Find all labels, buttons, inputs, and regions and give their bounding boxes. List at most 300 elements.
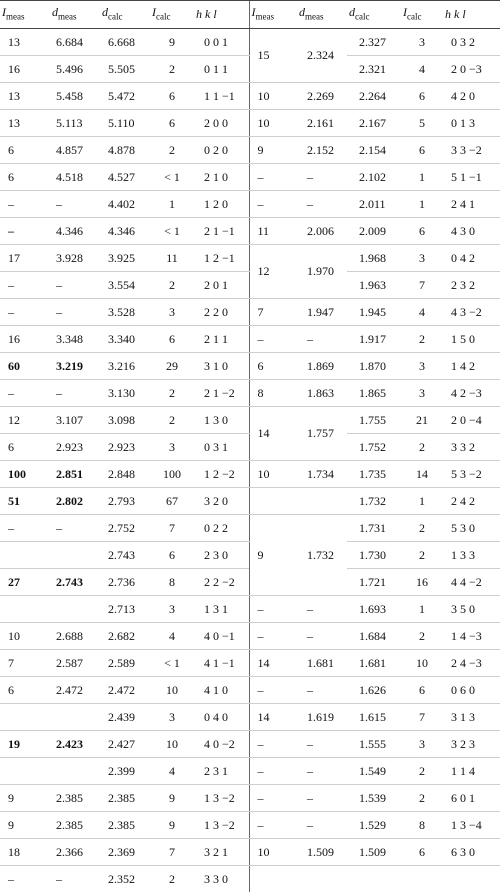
table-cell: 8 [150, 569, 194, 596]
table-cell: 29 [150, 353, 194, 380]
table-cell: 100 [150, 461, 194, 488]
table-cell: 2 [401, 515, 443, 542]
table-cell: – [249, 785, 297, 812]
table-cell: 1.870 [347, 353, 401, 380]
table-cell: 1.968 [347, 245, 401, 272]
table-cell: 1 5 0 [443, 326, 500, 353]
table-cell: – [249, 623, 297, 650]
table-cell: 2 [150, 407, 194, 434]
table-cell: 2.923 [50, 434, 100, 461]
table-cell: 6 [249, 353, 297, 380]
table-cell: 1 3 1 [194, 596, 249, 623]
table-cell: 2 3 1 [194, 758, 249, 785]
table-row [0, 677, 500, 704]
table-cell: 2.366 [50, 839, 100, 866]
table-cell: 2 [401, 542, 443, 569]
table-cell: 0 6 0 [443, 677, 500, 704]
table-cell: 1.721 [347, 569, 401, 596]
table-cell: 2.427 [100, 731, 150, 758]
table-cell: 3.098 [100, 407, 150, 434]
table-cell: 3.928 [50, 245, 100, 272]
table-cell: 6 [150, 110, 194, 137]
table-cell: 4 1 −1 [194, 650, 249, 677]
table-cell: 9 [249, 137, 297, 164]
table-cell: 4 2 0 [443, 83, 500, 110]
table-cell: – [297, 677, 347, 704]
table-cell: 1 1 4 [443, 758, 500, 785]
table-cell: 1.755 [347, 407, 401, 434]
table-cell: 5 1 −1 [443, 164, 500, 191]
table-cell: 2 0 0 [194, 110, 249, 137]
table-row [0, 299, 500, 326]
table-cell: 2.167 [347, 110, 401, 137]
table-row [0, 758, 500, 785]
table-cell: 10 [249, 461, 297, 488]
table-row [0, 83, 500, 110]
table-cell: 1.732 [347, 488, 401, 515]
table-cell: 3.554 [100, 272, 150, 299]
table-cell [50, 704, 100, 731]
table-cell: 3 [150, 596, 194, 623]
table-cell: 1.732 [297, 515, 347, 596]
table-cell: – [50, 272, 100, 299]
table-cell: 10 [249, 110, 297, 137]
table-cell: 16 [0, 56, 50, 83]
table-cell: – [0, 218, 50, 245]
table-cell: 4 3 −2 [443, 299, 500, 326]
table-cell: 5.472 [100, 83, 150, 110]
table-cell: 0 2 2 [194, 515, 249, 542]
table-cell: 13 [0, 110, 50, 137]
table-cell: 2.011 [347, 191, 401, 218]
table-cell: 9 [150, 785, 194, 812]
table-cell: 10 [0, 623, 50, 650]
table-cell: 2 2 0 [194, 299, 249, 326]
table-cell: 3 3 −2 [443, 137, 500, 164]
table-cell [0, 758, 50, 785]
table-cell: 2.587 [50, 650, 100, 677]
table-cell: 4.346 [50, 218, 100, 245]
table-cell: 7 [150, 839, 194, 866]
col-header-d-meas: $d_{meas}$ [50, 1, 100, 29]
table-cell: 2.682 [100, 623, 150, 650]
table-cell: 0 1 1 [194, 56, 249, 83]
table-cell: 8 [401, 812, 443, 839]
table-cell: 4 [150, 758, 194, 785]
table-cell [0, 542, 50, 569]
table-cell: < 1 [150, 650, 194, 677]
table-row [0, 218, 500, 245]
table-cell: 2.802 [50, 488, 100, 515]
table-cell: 12 [249, 245, 297, 299]
table-cell: 4.878 [100, 137, 150, 164]
table-cell: 1 3 −4 [443, 812, 500, 839]
table-cell: 3 5 0 [443, 596, 500, 623]
table-cell: 1 3 3 [443, 542, 500, 569]
table-row [0, 650, 500, 677]
table-cell: 2.269 [297, 83, 347, 110]
table-cell: 1 3 −2 [194, 812, 249, 839]
table-cell: – [297, 164, 347, 191]
table-row [0, 704, 500, 731]
table-cell: 2 [401, 434, 443, 461]
table-cell: 1.731 [347, 515, 401, 542]
table-cell: 16 [0, 326, 50, 353]
table-cell: 1 [401, 191, 443, 218]
col-header-i-meas-2: $I_{meas}$ [249, 1, 297, 29]
table-row [0, 245, 500, 272]
table-cell: 0 2 0 [194, 137, 249, 164]
table-cell: 2.752 [100, 515, 150, 542]
table-cell: 2 4 2 [443, 488, 500, 515]
table-cell: 1.681 [297, 650, 347, 677]
table-cell: 2 [150, 380, 194, 407]
table-cell: 6 [150, 326, 194, 353]
table-cell: 14 [249, 650, 297, 677]
table-cell [443, 866, 500, 892]
table-cell: 1.681 [347, 650, 401, 677]
table-cell: 100 [0, 461, 50, 488]
table-cell: 1.619 [297, 704, 347, 731]
table-cell: 10 [249, 83, 297, 110]
table-cell: – [297, 812, 347, 839]
table-cell: 3.528 [100, 299, 150, 326]
table-cell [0, 704, 50, 731]
table-body [0, 29, 500, 892]
table-cell: 2.423 [50, 731, 100, 758]
table-row [0, 110, 500, 137]
table-cell: 1.963 [347, 272, 401, 299]
table-cell: 1 3 0 [194, 407, 249, 434]
table-cell: 3.107 [50, 407, 100, 434]
table-cell: 3 1 0 [194, 353, 249, 380]
table-cell: 18 [0, 839, 50, 866]
table-cell: 3 [401, 731, 443, 758]
table-cell: 2.264 [347, 83, 401, 110]
table-cell: 3.340 [100, 326, 150, 353]
table-cell: 2 1 −2 [194, 380, 249, 407]
table-cell: 6 0 1 [443, 785, 500, 812]
table-cell: 3.216 [100, 353, 150, 380]
table-cell: 4 3 0 [443, 218, 500, 245]
table-cell: 4.402 [100, 191, 150, 218]
table-cell: 19 [0, 731, 50, 758]
table-cell: 13 [0, 83, 50, 110]
table-cell: 5.496 [50, 56, 100, 83]
table-cell: – [249, 596, 297, 623]
table-cell: 2.161 [297, 110, 347, 137]
table-cell: 1 4 −3 [443, 623, 500, 650]
table-cell: 3 [150, 434, 194, 461]
table-cell: 1 4 2 [443, 353, 500, 380]
table-cell: 9 [0, 785, 50, 812]
table-cell: 2.589 [100, 650, 150, 677]
table-row [0, 785, 500, 812]
table-cell: 0 0 1 [194, 29, 249, 56]
table-cell: 1.735 [347, 461, 401, 488]
table-cell: 21 [401, 407, 443, 434]
table-cell: 3 [150, 299, 194, 326]
table-cell: 2.713 [100, 596, 150, 623]
table-row [0, 515, 500, 542]
table-cell: 3.925 [100, 245, 150, 272]
table-cell: 2.152 [297, 137, 347, 164]
table-cell: 67 [150, 488, 194, 515]
table-cell: 2.385 [50, 812, 100, 839]
table-row [0, 866, 500, 892]
table-cell: – [249, 677, 297, 704]
table-cell: 11 [249, 218, 297, 245]
table-cell: 2 0 1 [194, 272, 249, 299]
table-cell: 2.006 [297, 218, 347, 245]
table-cell: – [249, 326, 297, 353]
table-cell: 1.863 [297, 380, 347, 407]
table-cell: 5.110 [100, 110, 150, 137]
table-cell: 2.009 [347, 218, 401, 245]
table-cell: 3 1 3 [443, 704, 500, 731]
table-cell [347, 866, 401, 892]
table-cell: 3 [401, 245, 443, 272]
table-cell: 14 [401, 461, 443, 488]
table-cell: 7 [0, 650, 50, 677]
table-cell: 4.518 [50, 164, 100, 191]
table-cell: 1 [401, 488, 443, 515]
table-row [0, 137, 500, 164]
table-cell: 10 [150, 731, 194, 758]
table-row [0, 731, 500, 758]
table-cell: 1.947 [297, 299, 347, 326]
table-cell: 2 2 −2 [194, 569, 249, 596]
table-cell: 2.327 [347, 29, 401, 56]
table-cell: – [0, 866, 50, 892]
table-cell: 2.688 [50, 623, 100, 650]
table-cell: < 1 [150, 164, 194, 191]
table-cell: 9 [0, 812, 50, 839]
table-cell: 6 [0, 677, 50, 704]
table-cell: 1.509 [347, 839, 401, 866]
table-cell: 2.472 [100, 677, 150, 704]
table-cell: 8 [249, 380, 297, 407]
table-cell: – [297, 191, 347, 218]
table-cell: 6 [401, 218, 443, 245]
col-header-d-calc: $d_{calc}$ [100, 1, 150, 29]
table-cell: – [297, 623, 347, 650]
table-cell: 27 [0, 569, 50, 596]
table-cell: 3.348 [50, 326, 100, 353]
table-row [0, 623, 500, 650]
table-cell: 1 [401, 164, 443, 191]
table-row [0, 461, 500, 488]
table-cell: 1.945 [347, 299, 401, 326]
col-header-hkl: h k l [194, 1, 249, 29]
table-cell: 1 3 −2 [194, 785, 249, 812]
table-cell: – [50, 515, 100, 542]
table-cell: 2 [150, 137, 194, 164]
table-cell: 1.626 [347, 677, 401, 704]
table-cell: 1 2 0 [194, 191, 249, 218]
table-cell: 1.757 [297, 407, 347, 461]
table-cell: – [0, 515, 50, 542]
table-cell: – [297, 596, 347, 623]
table-cell: 0 3 2 [443, 29, 500, 56]
table-cell: 1.539 [347, 785, 401, 812]
table-cell: – [297, 785, 347, 812]
table-cell: 13 [0, 29, 50, 56]
table-cell: – [249, 812, 297, 839]
table-cell [249, 866, 297, 892]
table-row [0, 29, 500, 56]
table-cell: 1 2 −2 [194, 461, 249, 488]
table-cell: 1.555 [347, 731, 401, 758]
table-cell: 2 0 −3 [443, 56, 500, 83]
table-cell: 2.102 [347, 164, 401, 191]
table-cell [401, 866, 443, 892]
table-cell: 2.369 [100, 839, 150, 866]
table-cell: – [297, 731, 347, 758]
table-cell: 2 [150, 272, 194, 299]
table-cell: 3 [401, 29, 443, 56]
col-header-d-meas-2: $d_{meas}$ [297, 1, 347, 29]
table-cell: 2 1 0 [194, 164, 249, 191]
table-row [0, 488, 500, 515]
table-cell: 2.321 [347, 56, 401, 83]
table-cell: 3 2 0 [194, 488, 249, 515]
table-cell: 3 3 2 [443, 434, 500, 461]
table-cell: 2.154 [347, 137, 401, 164]
table-cell: 2.472 [50, 677, 100, 704]
table-cell: 4 [401, 56, 443, 83]
table-row [0, 326, 500, 353]
table-cell: – [50, 380, 100, 407]
table-cell: 2.324 [297, 29, 347, 83]
table-cell: 7 [150, 515, 194, 542]
table-cell: 3 2 1 [194, 839, 249, 866]
table-cell: 3 2 3 [443, 731, 500, 758]
table-row [0, 407, 500, 434]
table-cell: 7 [401, 272, 443, 299]
table-cell: 0 1 3 [443, 110, 500, 137]
table-cell: 0 4 2 [443, 245, 500, 272]
col-header-hkl-2: h k l [443, 1, 500, 29]
table-cell: 6 [0, 164, 50, 191]
table-cell: – [0, 272, 50, 299]
table-cell [249, 488, 297, 515]
table-cell: 7 [401, 704, 443, 731]
table-cell: 3 3 0 [194, 866, 249, 892]
table-cell: 4 0 −1 [194, 623, 249, 650]
table-cell [0, 596, 50, 623]
table-cell: – [50, 866, 100, 892]
table-cell: 6.668 [100, 29, 150, 56]
col-header-i-calc: $I_{calc}$ [150, 1, 194, 29]
table-cell: 14 [249, 407, 297, 461]
table-cell: 1 1 −1 [194, 83, 249, 110]
table-cell: 2 [150, 866, 194, 892]
table-cell: 3 [401, 353, 443, 380]
table-cell: 2.848 [100, 461, 150, 488]
table-cell: 5.505 [100, 56, 150, 83]
table-cell: 10 [401, 650, 443, 677]
table-cell: – [297, 758, 347, 785]
table-row [0, 380, 500, 407]
table-cell: 1.917 [347, 326, 401, 353]
table-cell: 2 [401, 326, 443, 353]
table-cell: 1.865 [347, 380, 401, 407]
table-cell: 2.352 [100, 866, 150, 892]
table-cell: – [0, 380, 50, 407]
table-cell: 4.857 [50, 137, 100, 164]
table-cell [50, 596, 100, 623]
table-cell: 11 [150, 245, 194, 272]
table-cell: 2 3 2 [443, 272, 500, 299]
col-header-d-calc-2: $d_{calc}$ [347, 1, 401, 29]
table-cell: 6 [401, 839, 443, 866]
col-header-i-meas: $I_{meas}$ [0, 1, 50, 29]
table-cell: 15 [249, 29, 297, 83]
table-cell: 2.793 [100, 488, 150, 515]
table-cell: 5 3 −2 [443, 461, 500, 488]
table-cell: 1.752 [347, 434, 401, 461]
table-cell: 10 [150, 677, 194, 704]
table-cell: 1.529 [347, 812, 401, 839]
table-cell: 2.743 [100, 542, 150, 569]
table-cell: 6 [0, 434, 50, 461]
table-cell: 6 3 0 [443, 839, 500, 866]
table-cell: 1.693 [347, 596, 401, 623]
table-cell [50, 542, 100, 569]
table-cell: 10 [249, 839, 297, 866]
table-cell: 2 4 1 [443, 191, 500, 218]
table-cell: 2.399 [100, 758, 150, 785]
table-cell: 6 [401, 677, 443, 704]
table-cell: – [0, 299, 50, 326]
table-cell: – [249, 191, 297, 218]
table-row [0, 812, 500, 839]
table-cell [50, 758, 100, 785]
table-cell: 4 1 0 [194, 677, 249, 704]
col-header-i-calc-2: $I_{calc}$ [401, 1, 443, 29]
table-cell: 6 [150, 83, 194, 110]
table-cell [297, 866, 347, 892]
table-cell: 1.615 [347, 704, 401, 731]
table-cell: – [50, 299, 100, 326]
table-cell: 2 1 −1 [194, 218, 249, 245]
table-cell: 16 [401, 569, 443, 596]
table-cell: 2 4 −3 [443, 650, 500, 677]
table-cell: 1.509 [297, 839, 347, 866]
table-cell: 5 3 0 [443, 515, 500, 542]
table-cell: 4 [401, 299, 443, 326]
table-cell: – [297, 326, 347, 353]
table-cell: < 1 [150, 218, 194, 245]
table-header-row [0, 1, 500, 29]
table-cell: 1 [150, 191, 194, 218]
table-cell: 9 [150, 812, 194, 839]
table-cell: 4 0 −2 [194, 731, 249, 758]
table-row [0, 164, 500, 191]
table-cell: 4 [150, 623, 194, 650]
table-cell: 3.130 [100, 380, 150, 407]
table-cell: 2 3 0 [194, 542, 249, 569]
table-cell: 1.730 [347, 542, 401, 569]
table-cell: – [249, 164, 297, 191]
table-cell [297, 488, 347, 515]
table-cell: 2.385 [100, 785, 150, 812]
table-cell: 6 [0, 137, 50, 164]
table-cell: 12 [0, 407, 50, 434]
table-cell: 17 [0, 245, 50, 272]
table-cell: 3 [150, 704, 194, 731]
